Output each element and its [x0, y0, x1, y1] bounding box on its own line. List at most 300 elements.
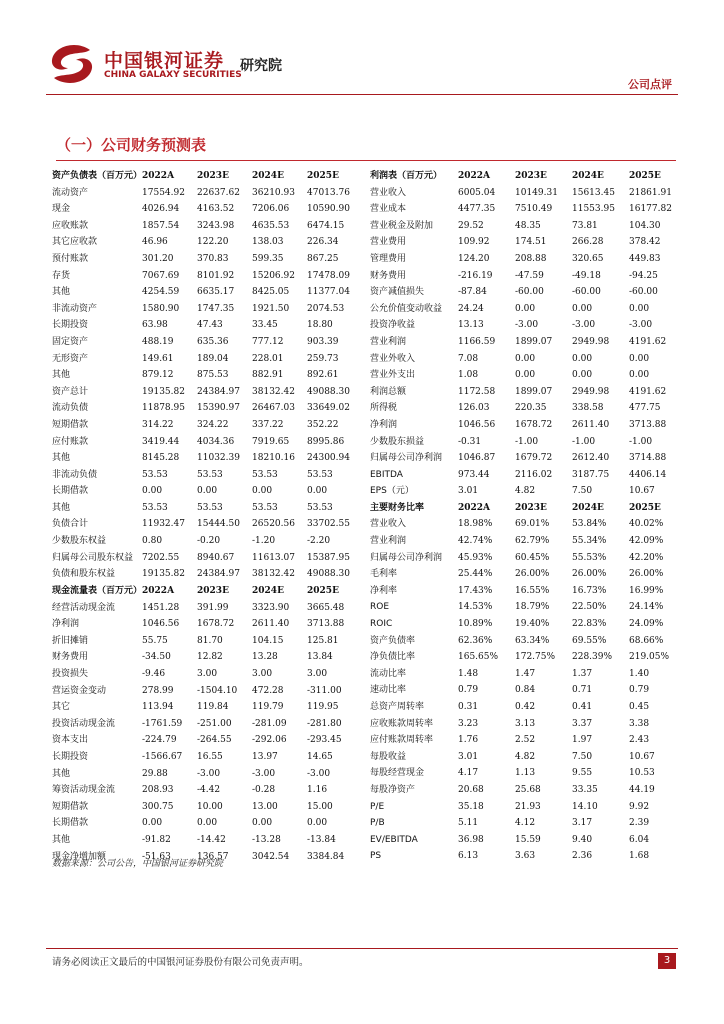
cell-value: 53.53	[197, 469, 223, 480]
cell-value: 0.45	[629, 702, 650, 712]
cell-value: 125.81	[307, 635, 339, 646]
cell-value: 10149.31	[515, 187, 558, 198]
table-row	[370, 384, 686, 401]
cell-value: 320.65	[572, 253, 604, 264]
cell-value: 18210.16	[252, 453, 295, 464]
cell-value: 1166.59	[458, 336, 496, 347]
cell-value: 49088.30	[307, 569, 350, 580]
row-label: 长期投资	[52, 751, 89, 762]
cell-value: 11932.47	[142, 519, 185, 530]
row-label: ROE	[370, 602, 390, 613]
row-label: 现金	[52, 204, 71, 215]
cell-value: 62.36%	[458, 635, 493, 646]
table-row	[370, 185, 686, 202]
cell-value: 0.00	[252, 486, 273, 497]
cell-value: 3.63	[515, 851, 536, 862]
row-label: 负债合计	[52, 519, 89, 530]
cell-value: 3713.88	[629, 419, 667, 430]
table-row	[370, 284, 686, 301]
income-and-ratio-table	[370, 168, 686, 865]
table-row	[370, 417, 686, 434]
cell-value: 3.17	[572, 818, 593, 829]
table-row	[370, 633, 686, 650]
row-label: 非流动负债	[52, 469, 98, 480]
cell-value: 903.39	[307, 336, 339, 347]
cell-value: 47013.76	[307, 187, 350, 198]
cell-value: 0.00	[142, 818, 163, 829]
cell-value: 2024E	[572, 171, 604, 181]
cell-value: 18.79%	[515, 602, 550, 613]
cell-value: 4.12	[515, 818, 536, 829]
table-row	[52, 317, 362, 334]
cell-value: 1899.07	[515, 386, 553, 397]
cell-value: 48.35	[515, 220, 541, 231]
row-label: 营业成本	[370, 204, 407, 215]
table-row	[52, 218, 362, 235]
cell-value: 0.00	[572, 370, 593, 381]
cell-value: 2949.98	[572, 336, 610, 347]
table-row	[370, 218, 686, 235]
cell-value: 33.35	[572, 784, 598, 795]
cell-value: 38132.42	[252, 569, 295, 580]
row-label: 其他	[52, 453, 71, 464]
cell-value: 5.11	[458, 818, 479, 829]
cell-value: -14.42	[197, 834, 226, 845]
cell-value: 0.00	[307, 486, 328, 497]
row-label: 应付账款	[52, 436, 89, 447]
row-label: PS	[370, 851, 382, 862]
cell-value: 189.04	[197, 353, 229, 364]
cell-value: 352.22	[307, 419, 339, 430]
cell-value: 7.08	[458, 353, 479, 364]
table-row	[52, 351, 362, 368]
table-row	[52, 616, 362, 633]
row-label: 主要财务比率	[370, 502, 425, 513]
table-header-row	[370, 500, 686, 517]
table-row	[370, 317, 686, 334]
cell-value: 172.75%	[515, 652, 556, 663]
table-row	[370, 550, 686, 567]
table-row	[52, 516, 362, 533]
table-row	[370, 483, 686, 500]
cell-value: 6005.04	[458, 187, 496, 198]
row-label: 预付账款	[52, 253, 89, 264]
cell-value: 2024E	[252, 586, 284, 596]
cell-value: 13.13	[458, 320, 484, 331]
cell-value: 42.74%	[458, 536, 493, 547]
cell-value: -2.20	[307, 536, 331, 547]
row-label: 归属母公司股东权益	[52, 552, 134, 563]
cell-value: -311.00	[307, 685, 342, 696]
table-row	[370, 268, 686, 285]
cell-value: 2025E	[307, 171, 339, 181]
cell-value: 882.91	[252, 370, 284, 381]
cell-value: -1504.10	[197, 685, 238, 696]
section-title: （一）公司财务预测表	[56, 136, 207, 154]
cell-value: -49.18	[572, 270, 601, 281]
cell-value: 53.53	[142, 469, 168, 480]
cell-value: 2025E	[629, 171, 661, 181]
cell-value: -292.06	[252, 735, 287, 746]
cell-value: 378.42	[629, 237, 661, 248]
cell-value: -1761.59	[142, 718, 183, 729]
disclaimer-text: 请务必阅读正文最后的中国银河证券股份有限公司免责声明。	[52, 957, 309, 968]
cell-value: 29.88	[142, 768, 168, 779]
row-label: 净负债比率	[370, 652, 416, 663]
cell-value: 13.28	[252, 652, 278, 663]
cell-value: 2022A	[458, 502, 491, 513]
cell-value: 10.89%	[458, 619, 493, 630]
cell-value: 4026.94	[142, 204, 180, 215]
cell-value: 81.70	[197, 635, 223, 646]
cell-value: 2.52	[515, 735, 536, 746]
cell-value: -3.00	[252, 768, 276, 779]
cell-value: 33.45	[252, 320, 278, 331]
cash-flow-table	[52, 583, 362, 865]
cell-value: 278.99	[142, 685, 174, 696]
row-label: 长期投资	[52, 320, 89, 331]
cell-value: 62.79%	[515, 536, 550, 547]
cell-value: 777.12	[252, 336, 284, 347]
cell-value: -91.82	[142, 834, 171, 845]
row-label: 营业费用	[370, 237, 407, 248]
cell-value: 391.99	[197, 602, 229, 613]
row-label: 其它	[52, 702, 71, 713]
cell-value: 1747.35	[197, 303, 235, 314]
cell-value: 1046.87	[458, 453, 496, 464]
cell-value: 1.68	[629, 851, 650, 862]
cell-value: 17478.09	[307, 270, 350, 281]
cell-value: 126.03	[458, 403, 490, 414]
table-row	[52, 782, 362, 799]
cell-value: 14.65	[307, 751, 333, 762]
cell-value: 7.50	[572, 486, 593, 497]
cell-value: 0.42	[515, 702, 536, 712]
cell-value: 1679.72	[515, 453, 553, 464]
cell-value: 635.36	[197, 336, 229, 347]
row-label: 毛利率	[370, 569, 398, 580]
table-row	[52, 683, 362, 700]
cell-value: 599.35	[252, 253, 284, 264]
cell-value: 53.53	[252, 502, 278, 513]
cell-value: -3.00	[197, 768, 221, 779]
cell-value: 4191.62	[629, 386, 667, 397]
cell-value: -0.28	[252, 785, 276, 796]
cell-value: 33702.55	[307, 519, 350, 530]
cell-value: 47.43	[197, 320, 223, 331]
brand-name-cn: 中国银河证券	[104, 50, 225, 72]
cell-value: 36210.93	[252, 187, 295, 198]
cell-value: 3.01	[458, 751, 479, 762]
cell-value: 11377.04	[307, 287, 350, 298]
table-row	[370, 732, 686, 749]
cell-value: 22637.62	[197, 187, 240, 198]
cell-value: -0.20	[197, 536, 221, 547]
cell-value: 15.59	[515, 834, 541, 845]
table-row	[52, 334, 362, 351]
row-label: 每股经营现金	[370, 768, 425, 779]
cell-value: 0.84	[515, 685, 536, 696]
cell-value: 875.53	[197, 370, 229, 381]
row-label: P/E	[370, 801, 385, 812]
row-label: 每股收益	[370, 751, 407, 762]
cell-value: 0.00	[197, 486, 218, 497]
cell-value: 228.39%	[572, 652, 613, 663]
cell-value: 24384.97	[197, 386, 240, 397]
cell-value: -9.46	[142, 668, 166, 679]
cell-value: 4254.59	[142, 287, 180, 298]
row-label: 营运资金变动	[52, 685, 107, 696]
cell-value: 4477.35	[458, 204, 496, 215]
cell-value: 46.96	[142, 237, 168, 248]
row-label: 资产总计	[52, 386, 89, 397]
cell-value: 2023E	[515, 502, 547, 513]
cell-value: 165.65%	[458, 652, 499, 663]
table-row	[370, 434, 686, 451]
row-label: 资产减值损失	[370, 287, 425, 298]
table-row	[52, 566, 362, 583]
table-row	[52, 732, 362, 749]
cell-value: 60.45%	[515, 552, 550, 563]
cell-value: 973.44	[458, 469, 490, 480]
cell-value: 3.01	[458, 486, 479, 497]
cell-value: -3.00	[307, 768, 331, 779]
row-label: 流动比率	[370, 668, 407, 679]
row-label: 折旧摊销	[52, 635, 89, 646]
cell-value: 7510.49	[515, 204, 553, 215]
table-row	[370, 450, 686, 467]
cell-value: 0.00	[629, 303, 650, 314]
cell-value: 1.37	[572, 668, 593, 679]
cell-value: 300.75	[142, 801, 174, 812]
cell-value: 55.53%	[572, 552, 607, 563]
table-row	[52, 716, 362, 733]
row-label: 资本支出	[52, 735, 89, 746]
row-label: 短期借款	[52, 801, 89, 812]
table-row	[370, 334, 686, 351]
cell-value: 26.00%	[572, 569, 607, 580]
cell-value: 29.52	[458, 220, 484, 231]
row-label: 净利润	[370, 419, 398, 430]
table-row	[370, 516, 686, 533]
row-label: 长期借款	[52, 818, 89, 829]
cell-value: 4191.62	[629, 336, 667, 347]
cell-value: 49088.30	[307, 386, 350, 397]
table-row	[370, 616, 686, 633]
cell-value: 22.50%	[572, 602, 607, 613]
row-label: 少数股东权益	[52, 536, 107, 547]
cell-value: 26467.03	[252, 403, 295, 414]
cell-value: 53.53	[252, 469, 278, 480]
row-label: 少数股东损益	[370, 436, 425, 447]
cell-value: 3665.48	[307, 602, 345, 613]
cell-value: -1566.67	[142, 751, 183, 762]
cell-value: 488.19	[142, 336, 174, 347]
cell-value: 2611.40	[252, 619, 290, 630]
cell-value: 3042.54	[252, 851, 290, 862]
table-row	[52, 301, 362, 318]
row-label: 应付账款周转率	[370, 735, 434, 746]
cell-value: 122.20	[197, 237, 229, 248]
cell-value: -1.20	[252, 536, 276, 547]
table-row	[370, 367, 686, 384]
row-label: ROIC	[370, 619, 393, 630]
document-type-label: 公司点评	[628, 78, 672, 91]
row-label: 利润总额	[370, 386, 407, 397]
table-header-row	[52, 168, 362, 185]
cell-value: 174.51	[515, 237, 547, 248]
cell-value: 10.53	[629, 768, 655, 779]
cell-value: 68.66%	[629, 635, 664, 646]
cell-value: 7919.65	[252, 436, 290, 447]
table-row	[52, 699, 362, 716]
cell-value: 14.10	[572, 801, 598, 812]
table-row	[370, 765, 686, 782]
cell-value: 21861.91	[629, 187, 672, 198]
cell-value: -224.79	[142, 735, 177, 746]
row-label: 净利率	[370, 585, 398, 596]
cell-value: 0.71	[572, 685, 593, 696]
cell-value: 1.76	[458, 735, 479, 746]
cell-value: 22.83%	[572, 619, 607, 630]
cell-value: 226.34	[307, 237, 339, 248]
table-row	[370, 815, 686, 832]
cell-value: 42.20%	[629, 552, 664, 563]
cell-value: 15.00	[307, 801, 333, 812]
cell-value: 2949.98	[572, 386, 610, 397]
cell-value: 449.83	[629, 253, 661, 264]
cell-value: 2074.53	[307, 303, 345, 314]
table-header-row	[370, 168, 686, 185]
row-label: EV/EBITDA	[370, 834, 418, 845]
cell-value: 53.53	[197, 502, 223, 513]
cell-value: 15390.97	[197, 403, 240, 414]
cell-value: 0.00	[515, 303, 536, 314]
cell-value: 24384.97	[197, 569, 240, 580]
cell-value: 266.28	[572, 237, 604, 248]
row-label: 应收账款	[52, 220, 89, 231]
cell-value: 1046.56	[142, 619, 180, 630]
row-label: 存货	[52, 270, 71, 281]
cell-value: 16.73%	[572, 585, 607, 596]
table-row	[370, 533, 686, 550]
table-row	[52, 832, 362, 849]
row-label: 无形资产	[52, 353, 89, 364]
cell-value: 35.18	[458, 801, 484, 812]
row-label: 长期借款	[52, 486, 89, 497]
row-label: 其他	[52, 502, 71, 513]
table-row	[52, 268, 362, 285]
cell-value: 219.05%	[629, 652, 670, 663]
cell-value: 4.17	[458, 768, 479, 779]
row-label: 管理费用	[370, 253, 407, 264]
row-label: EPS（元）	[370, 486, 414, 497]
cell-value: 0.80	[142, 536, 163, 547]
cell-value: 3419.44	[142, 436, 180, 447]
cell-value: 13.00	[252, 801, 278, 812]
cell-value: 119.79	[252, 702, 284, 713]
cell-value: 6474.15	[307, 220, 345, 231]
cell-value: 7067.69	[142, 270, 180, 281]
table-row	[370, 782, 686, 799]
cell-value: 69.55%	[572, 635, 607, 646]
cell-value: 12.82	[197, 652, 223, 663]
cell-value: -1.00	[572, 436, 596, 447]
cell-value: -60.00	[572, 287, 601, 298]
cell-value: -94.25	[629, 270, 658, 281]
cell-value: 9.55	[572, 768, 593, 779]
cell-value: 1.40	[629, 668, 650, 679]
cell-value: 0.31	[458, 702, 479, 712]
cell-value: 10590.90	[307, 204, 350, 215]
cell-value: 1.13	[515, 768, 536, 779]
table-row	[370, 649, 686, 666]
row-label: 经营活动现金流	[52, 602, 116, 613]
table-row	[370, 234, 686, 251]
row-label: 筹资活动现金流	[52, 785, 116, 796]
table-row	[370, 749, 686, 766]
cell-value: 0.41	[572, 702, 593, 712]
cell-value: 17.43%	[458, 585, 493, 596]
cell-value: 324.22	[197, 419, 229, 430]
cell-value: 2023E	[197, 171, 229, 181]
cell-value: 24.09%	[629, 619, 664, 630]
cell-value: 40.02%	[629, 519, 664, 530]
table-row	[52, 500, 362, 517]
cell-value: 1.97	[572, 735, 593, 746]
cell-value: 25.44%	[458, 569, 493, 580]
table-row	[52, 450, 362, 467]
row-label: 营业外支出	[370, 370, 416, 381]
row-label: 其他	[52, 287, 71, 298]
section-divider	[56, 160, 676, 161]
cell-value: 2023E	[197, 586, 229, 596]
table-row	[52, 550, 362, 567]
cell-value: 208.93	[142, 785, 174, 796]
cell-value: 472.28	[252, 685, 284, 696]
cell-value: 119.84	[197, 702, 229, 713]
cell-value: 10.67	[629, 751, 655, 762]
cell-value: 4.82	[515, 751, 536, 762]
cell-value: 42.09%	[629, 536, 664, 547]
cell-value: 314.22	[142, 419, 174, 430]
cell-value: 0.00	[515, 353, 536, 364]
cell-value: 33649.02	[307, 403, 350, 414]
row-label: 公允价值变动收益	[370, 303, 443, 314]
cell-value: 8995.86	[307, 436, 345, 447]
cell-value: 0.00	[515, 370, 536, 381]
cell-value: 2025E	[629, 502, 661, 513]
cell-value: -13.84	[307, 834, 336, 845]
cell-value: 17554.92	[142, 187, 185, 198]
row-label: 财务费用	[52, 652, 89, 663]
row-label: 营业收入	[370, 187, 407, 198]
cell-value: 104.15	[252, 635, 284, 646]
cell-value: 15206.92	[252, 270, 295, 281]
cell-value: 2022A	[142, 586, 175, 596]
table-row	[52, 467, 362, 484]
cell-value: 24300.94	[307, 453, 350, 464]
row-label: 营业利润	[370, 336, 407, 347]
cell-value: 3243.98	[197, 220, 235, 231]
cell-value: -34.50	[142, 652, 171, 663]
cell-value: 10.67	[629, 486, 655, 497]
cell-value: 25.68	[515, 784, 541, 795]
table-row	[370, 400, 686, 417]
cell-value: 0.00	[307, 818, 328, 829]
cell-value: 124.20	[458, 253, 490, 264]
cell-value: 2116.02	[515, 469, 553, 480]
